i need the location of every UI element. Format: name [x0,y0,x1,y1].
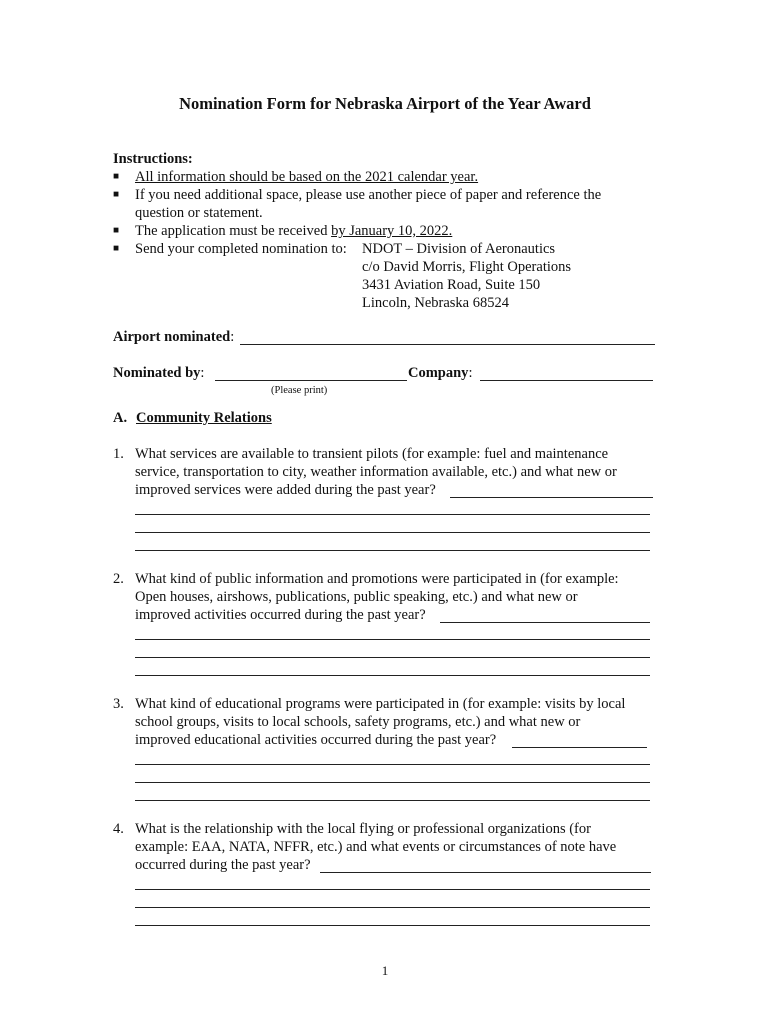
question-3-line-2: school groups, visits to local schools, safety programs, etc.) and what new or [135,714,581,730]
bullet-icon: ■ [113,189,120,200]
bullet-icon: ■ [113,225,120,236]
question-2-line-3: improved activities occurred during the past year? [135,607,426,623]
instruction-2: If you need additional space, please use another piece of paper and reference the [135,187,602,203]
company-row: Company: [408,365,473,381]
company-input[interactable] [480,367,653,381]
answer-line[interactable] [135,514,650,515]
bullet-icon: ■ [113,243,120,254]
answer-line[interactable] [135,925,650,926]
bullet-icon: ■ [113,171,120,182]
answer-line[interactable] [512,734,647,748]
question-3-line-1: What kind of educational programs were participated in (for example: visits by local [135,696,626,712]
question-number: 2. [113,571,124,587]
address-line-2: c/o David Morris, Flight Operations [362,259,572,275]
answer-line[interactable] [135,764,650,765]
instruction-4: Send your completed nomination to: [135,241,347,257]
instruction-3-text: The application must be received [135,223,332,239]
question-2-line-2: Open houses, airshows, publications, public speaking, etc.) and what new or [135,589,578,605]
instructions-heading: Instructions: [113,151,193,167]
answer-line[interactable] [135,782,650,783]
instruction-1: All information should be based on the 2021 calendar year. [135,169,479,185]
address-line-3: 3431 Aviation Road, Suite 150 [362,277,541,293]
question-1-line-3: improved services were added during the past year? [135,482,436,498]
question-4-line-3: occurred during the past year? [135,857,311,873]
page-title: Nomination Form for Nebraska Airport of the Year Award [179,94,591,113]
nominated-by-row: Nominated by: [113,365,205,381]
answer-line[interactable] [135,889,650,890]
answer-line[interactable] [135,657,650,658]
question-2-line-1: What kind of public information and promotions were participated in (for example: [135,571,619,587]
section-title: Community Relations [136,410,272,426]
answer-line[interactable] [320,859,651,873]
answer-line[interactable] [135,675,650,676]
question-number: 1. [113,446,124,462]
address-line-1: NDOT – Division of Aeronautics [362,241,556,257]
nominated-by-label: Nominated by [113,365,201,381]
question-3-line-3: improved educational activities occurred during the past year? [135,732,497,748]
question-number: 4. [113,821,124,837]
answer-line[interactable] [450,484,653,498]
nominated-by-input[interactable] [215,367,407,381]
answer-line[interactable] [135,907,650,908]
please-print-note: (Please print) [271,385,328,396]
answer-line[interactable] [135,550,650,551]
instruction-3 [135,222,452,240]
answer-line[interactable] [440,609,650,623]
answer-line[interactable] [135,639,650,640]
page-number: 1 [381,963,389,978]
question-1-line-2: service, transportation to city, weather information available, etc.) and what new or [135,464,617,480]
section-letter: A. [113,410,128,426]
answer-line[interactable] [135,800,650,801]
question-4-line-2: example: EAA, NATA, NFFR, etc.) and what events or circumstances of note have [135,839,617,855]
instruction-2-cont: question or statement. [135,205,263,221]
airport-nominated-input[interactable] [240,331,655,345]
answer-line[interactable] [135,532,650,533]
question-4-line-1: What is the relationship with the local flying or professional organizations (for [135,821,591,837]
airport-nominated-label: Airport nominated [113,329,231,345]
deadline-date: by January 10, 2022. [331,223,453,239]
airport-field-row: Airport nominated: [113,329,235,345]
address-line-4: Lincoln, Nebraska 68524 [362,295,509,311]
question-number: 3. [113,696,124,712]
company-label: Company [408,365,469,381]
question-1-line-1: What services are available to transient pilots (for example: fuel and maintenance [135,446,609,462]
